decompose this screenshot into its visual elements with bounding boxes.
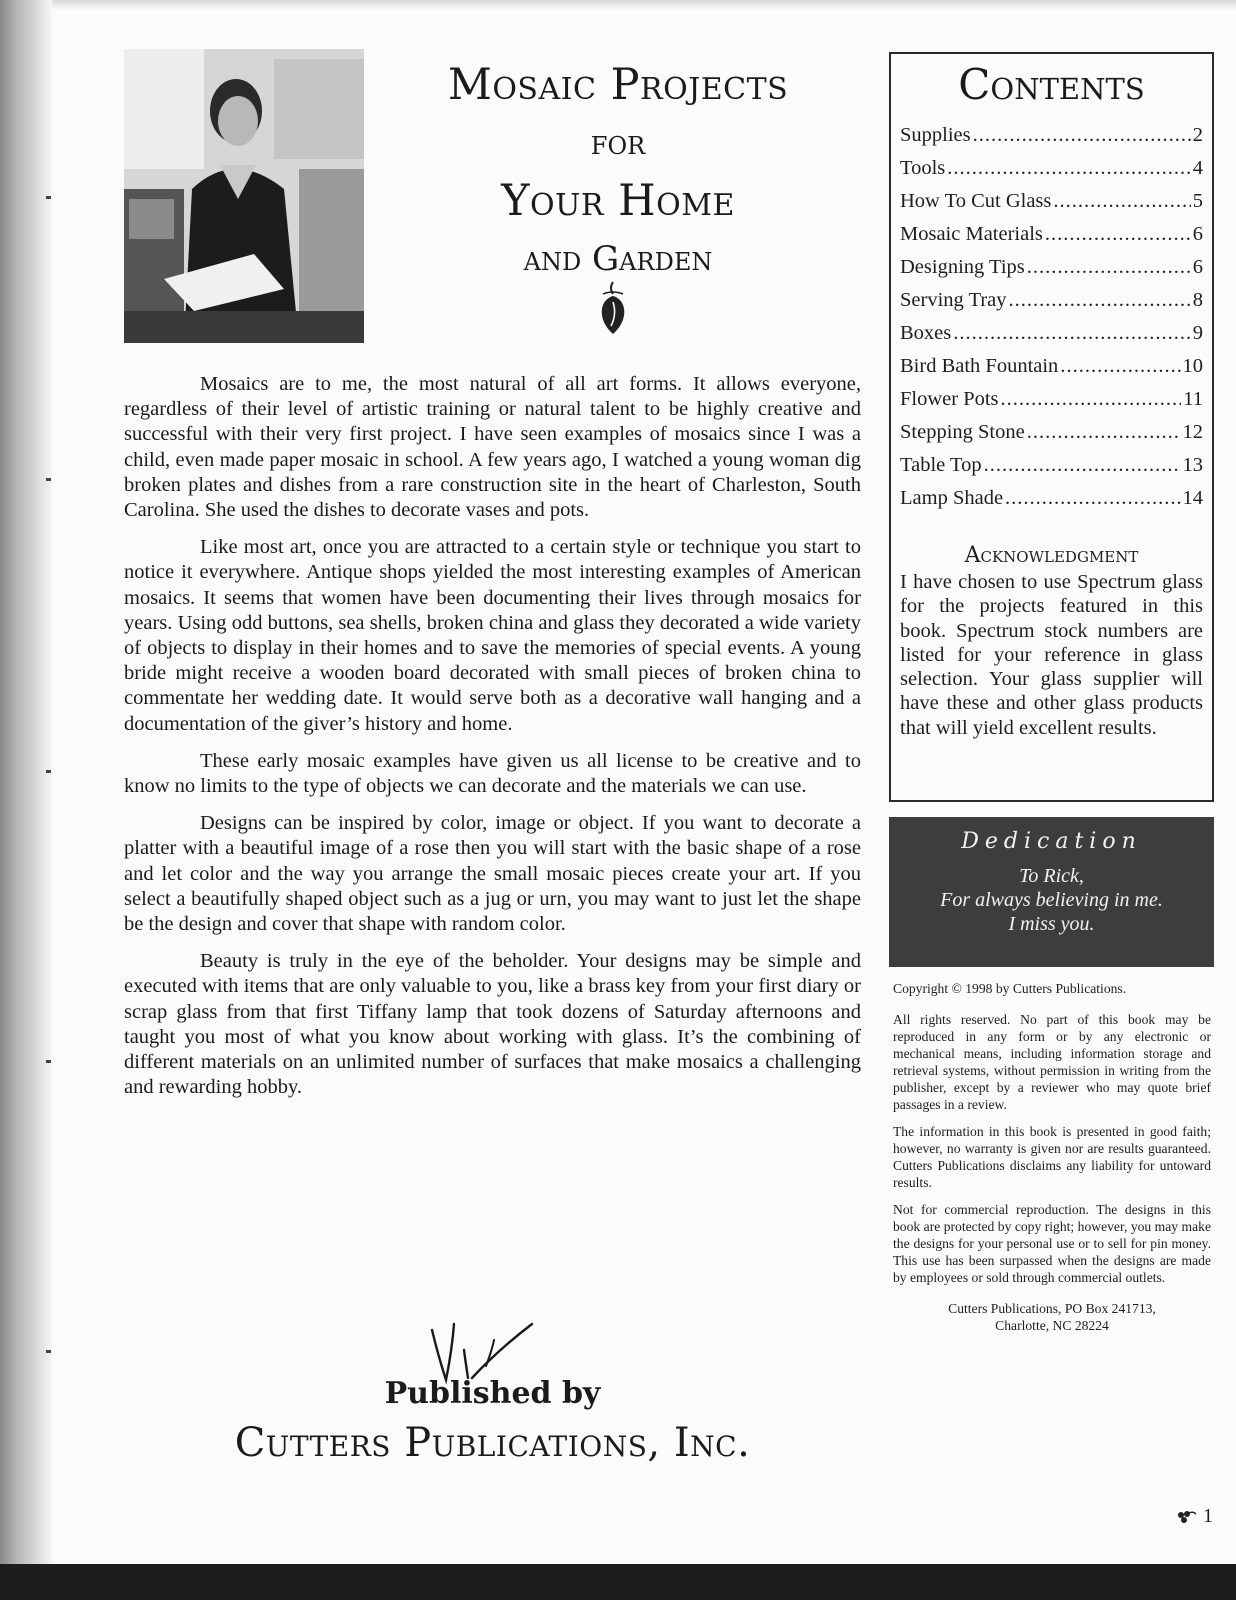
toc-page: 4 <box>1192 157 1203 179</box>
toc-item[interactable] <box>900 411 1203 444</box>
publisher-address <box>893 1300 1211 1334</box>
toc-label: Flower Pots <box>900 388 999 410</box>
toc-page: 6 <box>1192 223 1203 245</box>
toc-leader <box>1045 222 1191 246</box>
book-title <box>398 56 838 288</box>
toc-page: 10 <box>1182 355 1203 377</box>
page-footer <box>1175 1505 1213 1528</box>
toc-item[interactable] <box>900 312 1203 345</box>
toc-leader <box>953 321 1191 345</box>
disclaimer-paragraph: The information in this book is presented in good faith; however, no warranty is given nor are results guaranteed. Cutters Publications disclaims any liability for untoward results. <box>893 1124 1211 1190</box>
introduction-text <box>124 372 861 1112</box>
toc-item[interactable] <box>900 444 1203 477</box>
address-line: Charlotte, NC 28224 <box>995 1318 1109 1333</box>
toc-leader <box>1027 420 1181 444</box>
toc-leader <box>1009 288 1191 312</box>
dedication-line: To Rick, <box>1019 865 1084 887</box>
copyright-line: Copyright © 1998 by Cutters Publications. <box>893 981 1127 996</box>
published-by-label: Published by <box>384 1376 601 1411</box>
toc-page: 9 <box>1192 322 1203 344</box>
acknowledgment-text: I have chosen to use Spectrum glass for the projects featured in this book. Spectrum stock numbers are listed for your reference in glass selection. Your glass supplier will have these and other glass products that will yield excellent results. <box>900 571 1203 739</box>
toc-page: 14 <box>1182 487 1203 509</box>
toc-label: Supplies <box>900 124 971 146</box>
toc-label: Serving Tray <box>900 289 1007 311</box>
toc-item[interactable] <box>900 279 1203 312</box>
toc-label: Lamp Shade <box>900 487 1004 509</box>
scan-top-shadow <box>52 0 1236 10</box>
publisher-block <box>124 1374 861 1472</box>
toc-page: 12 <box>1182 421 1203 443</box>
toc-item[interactable] <box>900 147 1203 180</box>
toc-page: 13 <box>1182 454 1203 476</box>
toc-leader <box>947 156 1190 180</box>
toc-leader <box>984 453 1181 477</box>
toc-item[interactable] <box>900 114 1203 147</box>
toc-item[interactable] <box>900 378 1203 411</box>
acknowledgment-title: Acknowledgment <box>964 543 1139 568</box>
dedication-line: I miss you. <box>1008 913 1095 935</box>
rights-paragraph: All rights reserved. No part of this book may be reproduced in any form or by any electronic or mechanical means, including information storage and retrieval systems, without permission in writing from the publisher, except by a reviewer who may quote brief passages in a review. <box>893 1012 1211 1112</box>
dedication-line: For always believing in me. <box>940 889 1163 911</box>
binding-mark <box>46 478 51 481</box>
toc-item[interactable] <box>900 477 1203 510</box>
scan-bottom-edge <box>0 1564 1236 1600</box>
contents-box <box>889 52 1214 802</box>
address-line: Cutters Publications, PO Box 241713, <box>948 1301 1156 1316</box>
toc-leader <box>1027 255 1191 279</box>
grape-ornament-icon <box>1175 1509 1197 1525</box>
dedication-box <box>889 817 1214 967</box>
toc-leader <box>973 123 1191 147</box>
toc-item[interactable] <box>900 180 1203 213</box>
toc-label: Boxes <box>900 322 952 344</box>
leaf-ornament-icon <box>595 280 631 340</box>
toc-item[interactable] <box>900 345 1203 378</box>
binding-mark <box>46 1350 51 1353</box>
dedication-title: Dedication <box>961 829 1142 854</box>
author-photo <box>124 49 364 343</box>
toc-item[interactable] <box>900 246 1203 279</box>
toc-item[interactable] <box>900 213 1203 246</box>
body-paragraph: Designs can be inspired by color, image or object. If you want to decorate a platter with a beautiful image of a rose then you will start with the basic shape of a rose and let color and the way you arrange the small mosaic pieces create your art. If you select a beautifully shaped object such as a jug or urn, you may want to just let the shape be the design and cover that shape with random color. <box>124 812 861 936</box>
body-paragraph: These early mosaic examples have given us all license to be creative and to know no limits to the type of objects we can decorate and the materials we can use. <box>124 749 861 798</box>
title-line: Your Home <box>501 176 735 226</box>
binding-mark <box>46 196 51 199</box>
toc-page: 8 <box>1192 289 1203 311</box>
legal-notice <box>893 980 1211 1334</box>
title-line: and Garden <box>523 239 713 279</box>
toc-label: Designing Tips <box>900 256 1025 278</box>
publisher-name: Cutters Publications, Inc. <box>234 1420 751 1466</box>
toc-page: 2 <box>1192 124 1203 146</box>
dedication-text <box>889 864 1214 936</box>
toc-label: Table Top <box>900 454 982 476</box>
toc-label: Stepping Stone <box>900 421 1025 443</box>
toc-label: Bird Bath Fountain <box>900 355 1059 377</box>
toc-label: Tools <box>900 157 946 179</box>
toc-page: 5 <box>1192 190 1203 212</box>
commercial-use-paragraph: Not for commercial reproduction. The designs in this book are protected by copy right; however, you may make the designs for your personal use or to sell for pin money. This use has been surpassed when the designs are made by employees or sold through commercial outlets. <box>893 1202 1211 1285</box>
body-paragraph: Beauty is truly in the eye of the beholder. Your designs may be simple and executed with items that are only valuable to you, like a brass key from your first diary or scrap glass from that first Tiffany lamp that took dozens of Saturday afternoons and taught you most of what you know about working with glass. It’s the combining of different materials on an unlimited number of surfaces that make mosaics a challenging and rewarding hobby. <box>124 950 861 1099</box>
body-paragraph: Like most art, once you are attracted to a certain style or technique you start to notice it everywhere. Antique shops yielded the most interesting examples of American mosaics. It seems that women have been documenting their lives through mosaics for years. Using odd buttons, sea shells, broken china and glass they decorated a wide variety of objects to display in their homes and to save the memories of special events. A young bride might receive a wooden board decorated with small pieces of broken china to commentate her wedding date. It would serve both as a decorative wall hanging and a documentation of the giver’s history and home. <box>124 536 861 735</box>
title-line: for <box>590 123 646 163</box>
toc-leader <box>1001 387 1182 411</box>
toc-leader <box>1053 189 1190 213</box>
table-of-contents <box>900 114 1203 510</box>
toc-label: How To Cut Glass <box>900 190 1052 212</box>
body-paragraph: Mosaics are to me, the most natural of all art forms. It allows everyone, regardless of their level of artistic training or natural talent to be highly creative and successful with their very first project. I have seen examples of mosaics since I was a child, even made paper mosaic in school. A few years ago, I watched a young woman dig broken plates and dishes from a rare construction site in the heart of Charleston, South Carolina. She used the dishes to decorate vases and pots. <box>124 373 861 522</box>
binding-mark <box>46 770 51 773</box>
binding-mark <box>46 1060 51 1063</box>
toc-leader <box>1005 486 1180 510</box>
toc-page: 6 <box>1192 256 1203 278</box>
page-number: 1 <box>1203 1505 1213 1527</box>
author-photo-illustration <box>124 49 364 343</box>
toc-page: 11 <box>1183 388 1203 410</box>
title-line: Mosaic Projects <box>447 60 789 110</box>
toc-leader <box>1060 354 1180 378</box>
toc-label: Mosaic Materials <box>900 223 1043 245</box>
book-spine-shadow <box>0 0 52 1600</box>
contents-title: Contents <box>958 60 1145 109</box>
